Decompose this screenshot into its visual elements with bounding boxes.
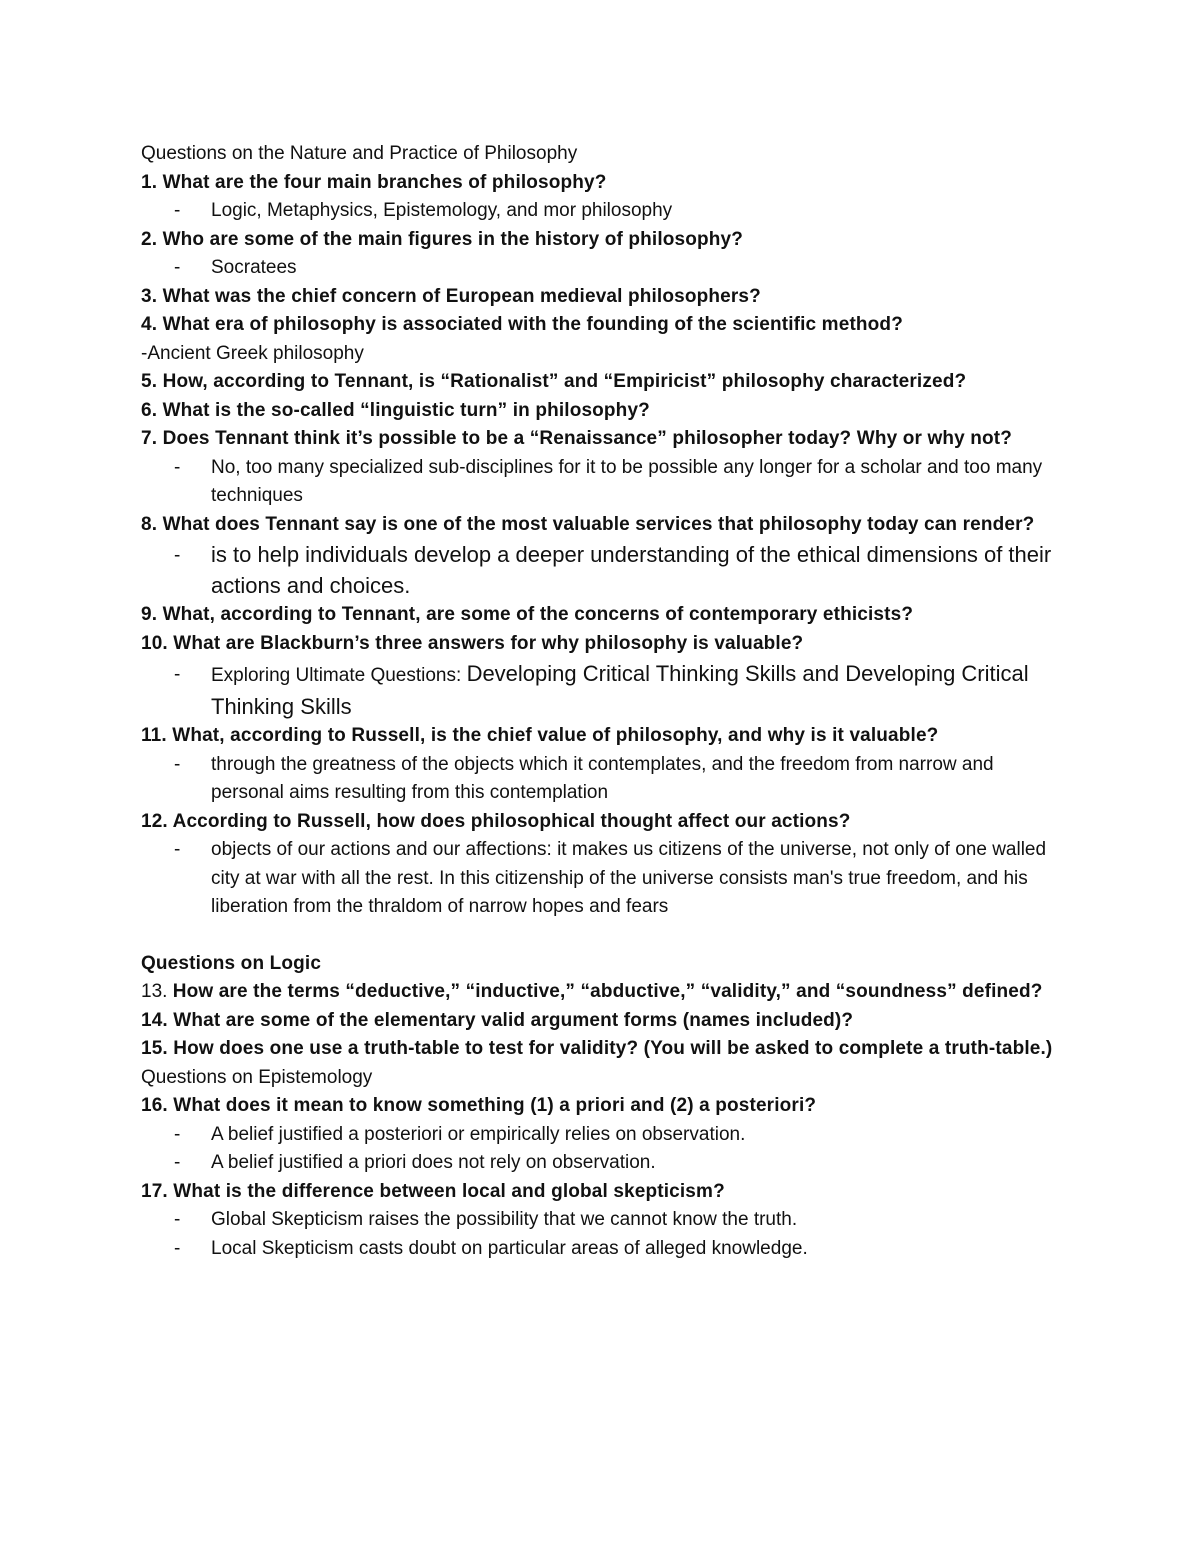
answer-7 [141,454,1071,511]
section-heading-nature: Questions on the Nature and Practice of Philosophy [141,143,578,164]
bullet-dash: - [174,1152,181,1173]
answer-17-2 [141,1235,1071,1264]
section-heading-epistemology: Questions on Epistemology [141,1066,373,1088]
question-17: 17. What is the difference between local and global skepticism? [141,1180,725,1202]
section-heading-logic: Questions on Logic [141,952,322,974]
question-6: 6. What is the so-called “linguistic turn” in philosophy? [141,399,650,421]
bullet-dash: - [174,664,181,685]
answer-text: No, too many specialized sub-disciplines for it to be possible any longer for a scholar and too many techniques [211,456,1043,506]
question-13-number: 13. [141,981,173,1002]
bullet-dash: - [174,200,181,221]
answer-4: -Ancient Greek philosophy [141,342,364,364]
question-7: 7. Does Tennant think it’s possible to be a “Renaissance” philosopher today? Why or why not? [141,428,1013,449]
answer-text: through the greatness of the objects which it contemplates, and the freedom from narrow and personal aims resulting from this contemplation [211,753,994,803]
question-13 [141,978,1071,1007]
answer-text: Global Skepticism raises the possibility that we cannot know the truth. [211,1209,798,1230]
answer-text: A belief justified a posteriori or empirically relies on observation. [211,1123,746,1145]
bullet-dash: - [174,839,181,860]
bullet-dash: - [174,545,181,566]
question-8: 8. What does Tennant say is one of the most valuable services that philosophy today can render? [141,513,1035,535]
answer-text: Socratees [211,257,297,278]
question-12: 12. According to Russell, how does philosophical thought affect our actions? [141,810,851,832]
bullet-dash: - [174,257,181,278]
question-13-text: How are the terms “deductive,” “inductive,” “abductive,” “validity,” and “soundness” defined? [172,981,1043,1002]
answer-text-part2: Developing Critical Thinking Skills and Developing Critical Thinking Skills [211,661,1029,719]
question-4: 4. What era of philosophy is associated with the founding of the scientific method? [141,314,903,335]
question-16: 16. What does it mean to know something (1) a priori and (2) a posteriori? [141,1095,817,1116]
bullet-dash: - [174,456,181,478]
document-body [141,140,1071,1263]
answer-10 [141,658,1071,722]
answer-text-part1: Exploring Ultimate Questions: [211,665,467,686]
answer-12 [141,836,1071,922]
bullet-dash: - [174,1237,181,1259]
section-gap [141,922,1071,950]
question-5: 5. How, according to Tennant, is “Rationalist” and “Empiricist” philosophy characterized? [141,371,967,392]
bullet-dash: - [174,753,181,775]
answer-text: Logic, Metaphysics, Epistemology, and mor philosophy [211,200,673,221]
question-11: 11. What, according to Russell, is the chief value of philosophy, and why is it valuable? [141,725,939,746]
question-14: 14. What are some of the elementary valid argument forms (names included)? [141,1009,854,1031]
answer-17-1 [141,1206,1071,1235]
answer-2 [141,254,1071,283]
answer-16-1 [141,1121,1071,1150]
answer-text: is to help individuals develop a deeper understanding of the ethical dimensions of their actions and choices. [211,542,1052,598]
answer-8 [141,539,1071,601]
question-10: 10. What are Blackburn’s three answers for why philosophy is valuable? [141,632,804,654]
answer-1 [141,197,1071,226]
question-15: 15. How does one use a truth-table to test for validity? (You will be asked to complete a truth-table.) [141,1038,1053,1059]
answer-text: Local Skepticism casts doubt on particular areas of alleged knowledge. [211,1237,808,1259]
answer-text: objects of our actions and our affections: it makes us citizens of the universe, not only of one walled city at war with all the rest. In this citizenship of the universe consists man's true freedom, and his liberation from the thraldom of narrow hopes and fears [211,839,1047,917]
question-3: 3. What was the chief concern of European medieval philosophers? [141,285,761,307]
question-1: 1. What are the four main branches of philosophy? [141,171,607,193]
answer-text: A belief justified a priori does not rely on observation. [211,1152,656,1173]
question-9: 9. What, according to Tennant, are some of the concerns of contemporary ethicists? [141,604,914,625]
answer-16-2 [141,1149,1071,1178]
answer-11 [141,751,1071,808]
bullet-dash: - [174,1123,181,1145]
bullet-dash: - [174,1209,181,1230]
question-2: 2. Who are some of the main figures in the history of philosophy? [141,228,743,250]
